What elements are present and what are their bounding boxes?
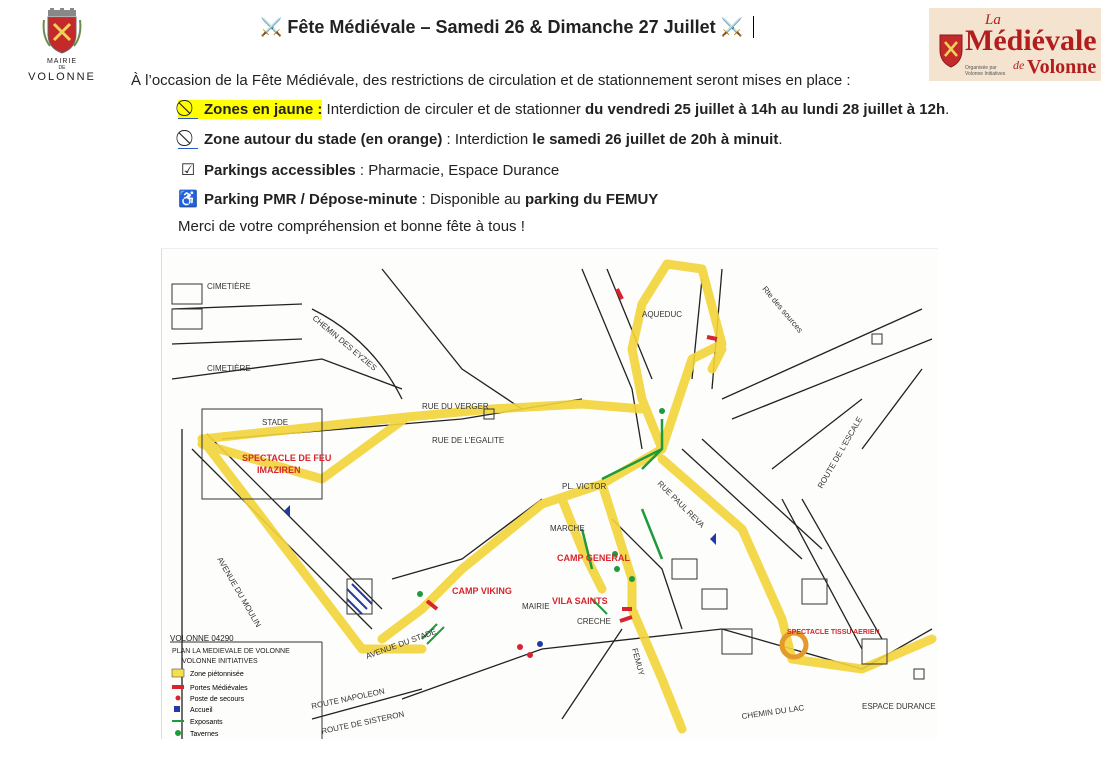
map-label-chemin-eyzies: CHEMIN DES EYZIES xyxy=(310,313,379,373)
map-label-spectacle-feu-2: IMAZIREN xyxy=(257,465,301,475)
item-label: Zones en jaune : xyxy=(204,101,323,118)
map-label-avenue-stade: AVENUE DU STADE xyxy=(364,626,438,661)
logo-de: de xyxy=(1013,58,1025,72)
map-label-marche: MARCHE xyxy=(550,524,585,533)
legend-swatch-tavernes xyxy=(175,730,181,736)
wheelchair-icon: ♿ xyxy=(178,191,198,208)
map-legend xyxy=(170,634,322,739)
legend-swatch-accueil xyxy=(174,706,180,712)
logo-town: Volonne xyxy=(1027,56,1097,78)
festival-map xyxy=(161,248,938,739)
parking-item xyxy=(178,160,559,180)
no-entry-icon xyxy=(178,100,198,119)
item-emphasis: parking du FEMUY xyxy=(524,190,659,208)
legend-swatch-zone xyxy=(172,669,184,677)
medievale-logo xyxy=(929,8,1101,81)
map-label-route-sisteron: ROUTE DE SISTERON xyxy=(320,709,406,736)
map-label-avenue-moulin: AVENUE DU MOULIN xyxy=(215,555,263,629)
map-label-femuy: FEMUY xyxy=(630,647,647,677)
item-text: : Disponible au xyxy=(417,190,525,208)
no-entry-icon xyxy=(178,130,198,149)
map-label-route-escale: ROUTE DE L'ESCALE xyxy=(815,415,865,490)
map-label-aqueduc: AQUEDUC xyxy=(642,310,683,319)
mairie-label: MAIRIE xyxy=(46,58,78,65)
map-label-chemin-lac: CHEMIN DU LAC xyxy=(741,703,805,721)
closing-text: Merci de votre compréhension et bonne fête à tous ! xyxy=(178,218,525,235)
mairie-logo xyxy=(22,8,102,83)
item-text: : Interdiction xyxy=(442,131,533,148)
title-text: ⚔️ Fête Médiévale – Samedi 26 & Dimanche 27 Juillet ⚔️ xyxy=(260,16,744,37)
map-label-rue-verger: RUE DU VERGER xyxy=(422,402,489,411)
legend-label-zone: Zone piétonnisée xyxy=(190,671,244,678)
map-label-cimetiere-2: CIMETIÈRE xyxy=(207,364,251,373)
mairie-town-label: VOLONNE xyxy=(28,71,96,83)
legend-swatch-secours xyxy=(176,696,181,701)
restriction-item-yellow xyxy=(178,100,949,119)
map-label-cimetiere: CIMETIÈRE xyxy=(207,282,251,291)
item-label: Parking PMR / Dépose-minute xyxy=(204,190,418,208)
map-label-spectacle-feu: SPECTACLE DE FEU xyxy=(242,453,332,463)
map-label-sources: Rte des sources xyxy=(760,284,805,335)
legend-label-exposants: Exposants xyxy=(190,719,223,726)
logo-tagline: Organisée par Volonne Initiatives xyxy=(965,65,1006,77)
map-label-stade: STADE xyxy=(262,418,289,427)
item-text: : Pharmacie, Espace Durance xyxy=(355,161,560,179)
map-label-route-napoleon: ROUTE NAPOLEON xyxy=(310,686,386,711)
item-label: Parkings accessibles xyxy=(204,161,356,179)
legend-label-portes: Portes Médiévales xyxy=(190,685,248,692)
item-label: Zone autour du stade (en orange) xyxy=(204,131,443,148)
map-label-rue-paul-reva: RUE PAUL REVA xyxy=(655,479,707,530)
checkbox-icon: ☑ xyxy=(180,162,196,179)
text-cursor xyxy=(753,16,754,38)
map-label-mairie: MAIRIE xyxy=(522,602,550,611)
item-tail: . xyxy=(778,131,783,148)
legend-swatch-portes xyxy=(172,685,184,689)
map-label-vila-saints: VILA SAINTS xyxy=(552,596,608,606)
legend-label-secours: Poste de secours xyxy=(190,696,245,703)
map-label-espace-durance: ESPACE DURANCE xyxy=(862,702,936,711)
coat-of-arms-icon xyxy=(40,8,84,54)
map-label-camp-viking: CAMP VIKING xyxy=(452,586,512,596)
item-text: Interdiction de circuler et de stationner xyxy=(322,101,585,118)
legend-org: VOLONNE INITIATIVES xyxy=(182,658,258,665)
restriction-item-orange xyxy=(178,130,783,149)
map-label-place-victor: PL. VICTOR xyxy=(562,482,607,491)
legend-subtitle: PLAN LA MEDIEVALE DE VOLONNE xyxy=(172,648,290,655)
logo-la: La xyxy=(985,12,1001,28)
logo-main: Médiévale xyxy=(965,24,1097,57)
item-emphasis: le samedi 26 juillet de 20h à minuit xyxy=(532,131,779,148)
mairie-de-label: DE xyxy=(58,65,66,71)
intro-text: À l’occasion de la Fête Médiévale, des restrictions de circulation et de stationnement seront mises en place : xyxy=(131,72,851,89)
map-label-camp-general: CAMP GENERAL xyxy=(557,553,630,563)
item-emphasis: du vendredi 25 juillet à 14h au lundi 28 juillet à 12h xyxy=(585,101,946,118)
item-tail: . xyxy=(945,101,950,118)
pmr-parking-item xyxy=(178,189,658,209)
map-label-rue-egalite: RUE DE L'EGALITE xyxy=(432,436,505,445)
map-label-spectacle-tissu: SPECTACLE TISSU AERIEN xyxy=(787,629,880,636)
legend-title: VOLONNE 04290 xyxy=(170,634,234,643)
map-drawing xyxy=(162,249,938,739)
map-label-creche: CRECHE xyxy=(577,617,611,626)
page-title xyxy=(260,16,754,38)
shield-icon xyxy=(939,34,963,68)
legend-label-accueil: Accueil xyxy=(190,707,213,714)
legend-label-tavernes: Tavernes xyxy=(190,731,219,738)
